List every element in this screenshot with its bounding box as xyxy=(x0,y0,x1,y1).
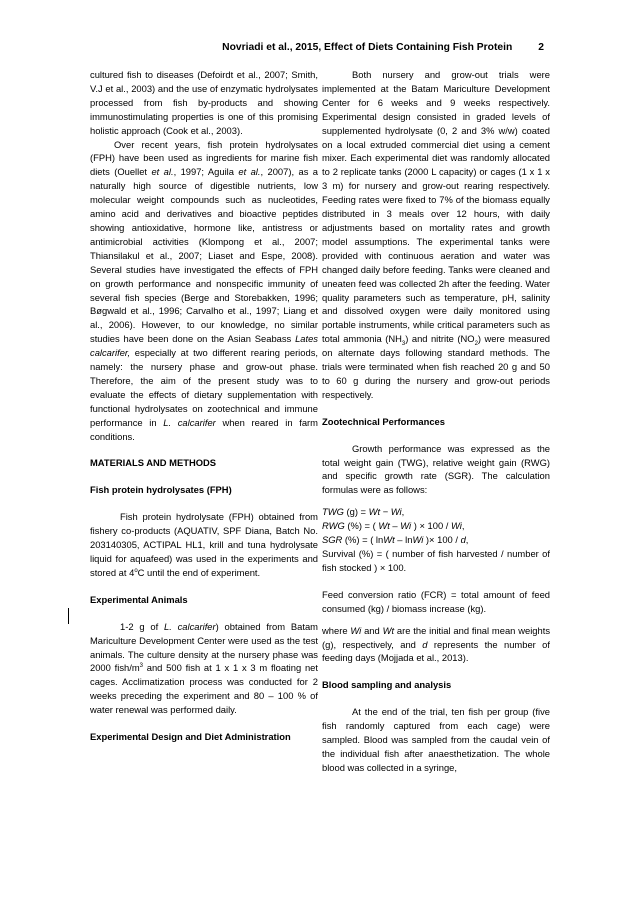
page-number: 2 xyxy=(538,42,544,53)
methods-heading: MATERIALS AND METHODS xyxy=(90,457,217,469)
fph-background-paragraph: Over recent years, fish protein hydrolysates (FPH) have been used as ingredients for marine fish diets (Ouellet et al., 1997; Aguila et al., 2007), as a naturally high source of digestible nutrients, low molecular weight compounds such as nucleotides, amino acid and derivatives and bioactive peptides showing antioxidative, hormone like, antistress or antimicrobial activities (Klompong et al., 2007; Thiansilakul et al., 2007; Liaset and Espe, 2008). Several studies have investigated the effects of FPH on growth performance and nonspecific immunity of several fish species (Berge and Storebakken, 1996; Bøgwald et al., 1996; Carvalho et al., 1997; Liang et al., 2006). However, to our knowledge, no similar studies have been done on the Asian Seabass Lates calcarifer, especially at two different rearing periods, namely: the nursery phase and grow-out phase. Therefore, the aim of the present study was to evaluate the effects of dietary supplementation with functional hydrolysates on zootechnical and immune performance in L. calcarifer when reared in farm conditions. xyxy=(90,138,319,442)
variables-paragraph: where Wi and Wt are the initial and final mean weights (g), respectively, and d represents the number of feeding days (Mojjada et al., 2013). xyxy=(322,624,551,664)
trials-paragraph: Both nursery and grow-out trials were implemented at the Batam Mariculture Development Center for 6 weeks and 9 weeks respectively. Experimental design consisted in graded levels of supplemented hydrolysate (0, 2 and 3% w/w) coated on a local extruded commercial diet using a cement mixer. Each experimental diet was randomly allocated to 2 replicate tanks (2000 L capacity) or cages (1 x 1 x 3 m) for nursery and grow-out rearing respectively. Feeding rates were fixed to 7% of the biomass equally distributed in 3 meals over 12 hours, with daily adjustments based on mortality rates and growth model assumptions. The experimental tanks were provided with continuous aeration and water was changed daily before feeding. Tanks were cleaned and uneaten feed was collected 2h after the feeding. Water quality parameters such as temperature, pH, salinity and dissolved oxygen were daily monitored using portable instruments, while critical parameters such as total ammonia $(NH_3)$ and nitrite $(NO_2)$ were measured on alternate days following standard methods. The trials were terminated when fish reached 20 g and 50 to 60 g during the nursery and grow-out periods respectively. xyxy=(322,69,550,400)
equation-rwg: RWG (%) = ( Wt – Wi ) × 100 / Wi, xyxy=(322,520,465,532)
right-column xyxy=(322,68,550,775)
running-header xyxy=(222,42,544,53)
equation-survival: Survival (%) = ( number of fish harvested / number of fish stocked ) × 100. xyxy=(322,548,550,573)
animals-paragraph: 1-2 g of L. calcarifer) obtained from Batam Mariculture Development Center were used as the test animals. The culture density at the nursery phase was 2000 fish/$m^3$ and 500 fish at 1 x 1 x 3 m floating net cages. Acclimatization process was conducted for 2 weeks preceding the experiment and 80 – 100 % of water renewal was performed daily. xyxy=(90,620,318,716)
design-heading: Experimental Design and Diet Administration xyxy=(90,731,291,743)
left-column xyxy=(90,68,318,744)
growth-paragraph: Growth performance was expressed as the total weight gain (TWG), relative weight gain (RWG) and specific growth rate (SGR). The calculation formulas were as follows: xyxy=(322,442,550,496)
blood-sampling-paragraph: At the end of the trial, ten fish per group (five fish randomly captured from each cage) were sampled. Blood was sampled from the caudal vein of the individual fish after anaesthetization. The whole blood was collected in a syringe, xyxy=(322,706,550,773)
zootechnical-heading: Zootechnical Performances xyxy=(322,415,445,427)
fph-heading: Fish protein hydrolysates (FPH) xyxy=(90,484,232,496)
equation-sgr: SGR (%) = ( lnWt – lnWi )× 100 / d, xyxy=(322,534,469,546)
animals-heading: Experimental Animals xyxy=(90,593,188,605)
intro-paragraph-continued: cultured fish to diseases (Defoirdt et al., 2007; Smith, V.J et al., 2003) and the use of enzymatic hydrolysates processed from fish by-products and showing immunostimulating properties is one of this promising holistic approach (Cook et al., 2003). xyxy=(90,69,318,136)
running-title: Novriadi et al., 2015, Effect of Diets Containing Fish Protein xyxy=(222,42,513,53)
fcr-paragraph: Feed conversion ratio (FCR) = total amount of feed consumed (kg) / biomass increase (kg). xyxy=(322,588,550,614)
margin-change-bar xyxy=(68,608,69,624)
fph-paragraph: Fish protein hydrolysate (FPH) obtained from fishery co-products (AQUATIV, SPF Diana, Batch No. 203140305, ACTIPAL HL1, krill and tuna hydrolysate liquid for aquafeed) was used in the experiments and stored at 4$^o$C until the end of experiment. xyxy=(90,511,318,578)
blood-sampling-heading: Blood sampling and analysis xyxy=(322,679,452,691)
equation-twg: TWG (g) = Wt − Wi, xyxy=(322,506,405,518)
